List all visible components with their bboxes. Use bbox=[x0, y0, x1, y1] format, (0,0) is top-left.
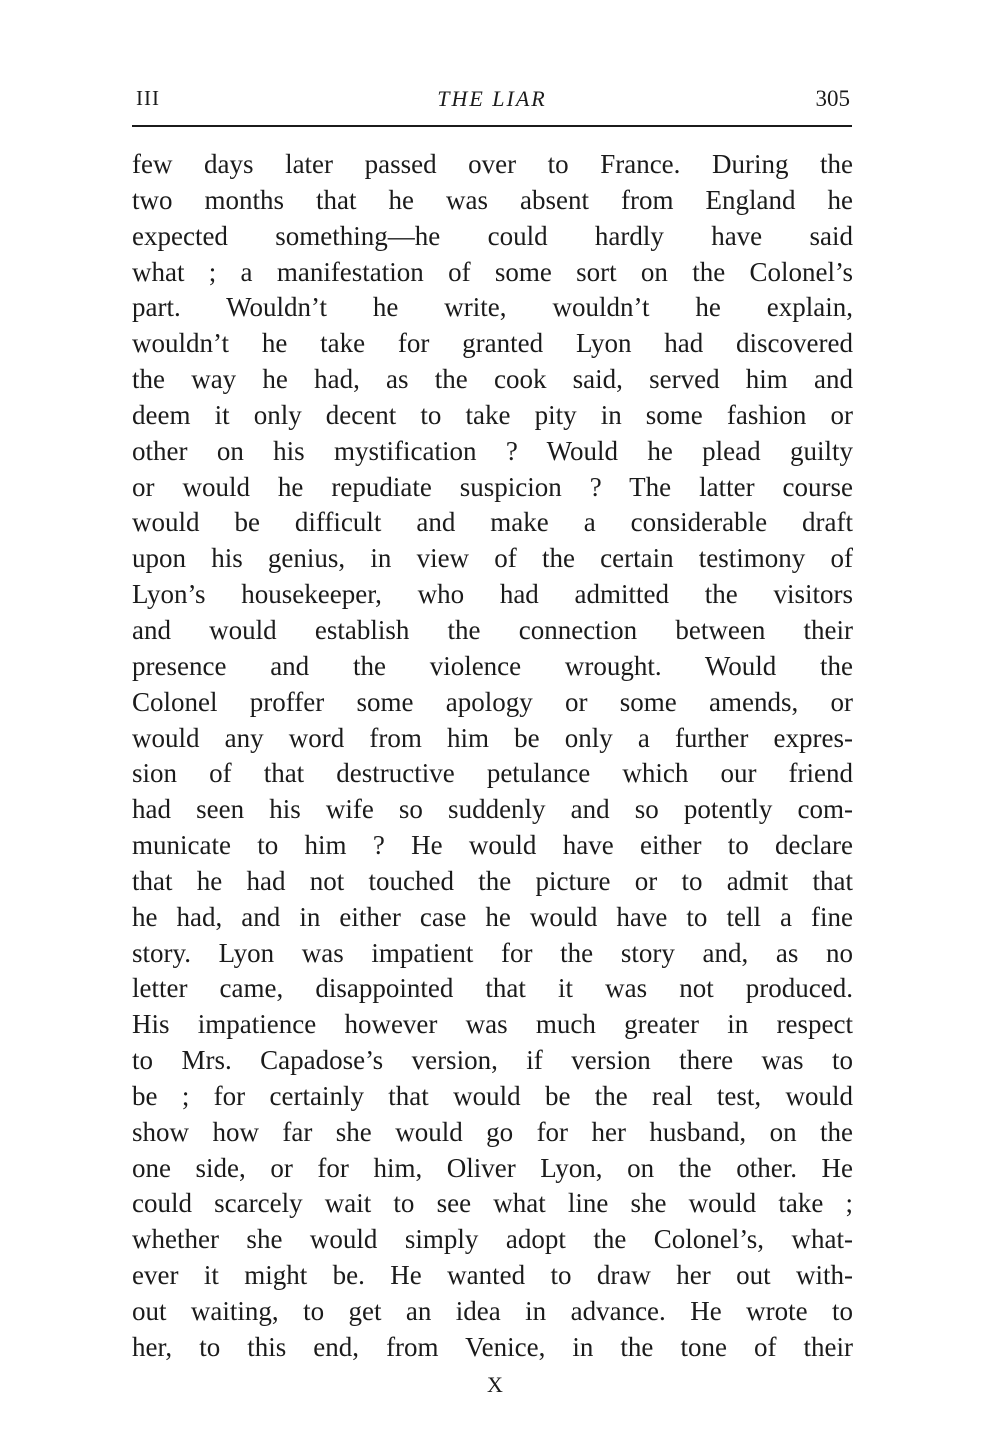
signature-mark: X bbox=[487, 1372, 503, 1397]
text-line: be ; for certainly that would be the real test, would bbox=[132, 1080, 853, 1111]
text-line: upon his genius, in view of the certain testimony of bbox=[132, 543, 853, 574]
text-line: part. Wouldn’t he write, wouldn’t he explain, bbox=[132, 292, 853, 323]
text-line: ever it might be. He wanted to draw her out with- bbox=[132, 1260, 853, 1291]
text-line: could scarcely wait to see what line she would take ; bbox=[132, 1188, 853, 1219]
header-rule bbox=[132, 125, 852, 127]
text-line: two months that he was absent from England he bbox=[132, 184, 853, 215]
body-text bbox=[132, 147, 853, 1366]
text-line: municate to him ? He would have either to declare bbox=[132, 830, 853, 861]
text-line: her, to this end, from Venice, in the tone of their bbox=[132, 1331, 853, 1362]
text-line: wouldn’t he take for granted Lyon had discovered bbox=[132, 328, 853, 359]
text-line: what ; a manifestation of some sort on the Colonel’s bbox=[132, 256, 853, 287]
text-line: had seen his wife so suddenly and so potently com- bbox=[132, 794, 853, 825]
text-line: few days later passed over to France. During the bbox=[132, 149, 853, 179]
running-head bbox=[132, 86, 852, 122]
text-line: show how far she would go for her husband, on the bbox=[132, 1116, 853, 1147]
text-line: other on his mystification ? Would he plead guilty bbox=[132, 435, 853, 466]
text-line: to Mrs. Capadose’s version, if version there was to bbox=[132, 1045, 853, 1076]
text-line: and would establish the connection between their bbox=[132, 614, 853, 645]
text-line: or would he repudiate suspicion ? The latter course bbox=[132, 471, 853, 502]
text-line: would any word from him be only a further expres- bbox=[132, 722, 853, 753]
text-line: Colonel proffer some apology or some amends, or bbox=[132, 686, 853, 717]
text-line: presence and the violence wrought. Would the bbox=[132, 650, 853, 681]
text-line: whether she would simply adopt the Colonel’s, what- bbox=[132, 1224, 853, 1255]
text-line: story. Lyon was impatient for the story and, as no bbox=[132, 937, 853, 968]
text-line: one side, or for him, Oliver Lyon, on the other. He bbox=[132, 1152, 853, 1183]
text-line: he had, and in either case he would have to tell a fine bbox=[132, 901, 853, 932]
text-line: His impatience however was much greater in respect bbox=[132, 1009, 853, 1040]
running-title: THE LIAR bbox=[437, 86, 547, 111]
text-line: expected something—he could hardly have said bbox=[132, 220, 853, 251]
text-line: sion of that destructive petulance which our friend bbox=[132, 758, 853, 789]
text-line: out waiting, to get an idea in advance. He wrote to bbox=[132, 1296, 853, 1326]
text-line: Lyon’s housekeeper, who had admitted the visitors bbox=[132, 579, 853, 610]
chapter-number: III bbox=[136, 86, 160, 110]
text-line: that he had not touched the picture or to admit that bbox=[132, 865, 853, 896]
text-line: letter came, disappointed that it was not produced. bbox=[132, 973, 853, 1004]
text-line: would be difficult and make a considerable draft bbox=[132, 507, 853, 538]
text-line: the way he had, as the cook said, served him and bbox=[132, 364, 853, 395]
text-line: deem it only decent to take pity in some fashion or bbox=[132, 399, 853, 430]
page-number: 305 bbox=[815, 86, 850, 111]
